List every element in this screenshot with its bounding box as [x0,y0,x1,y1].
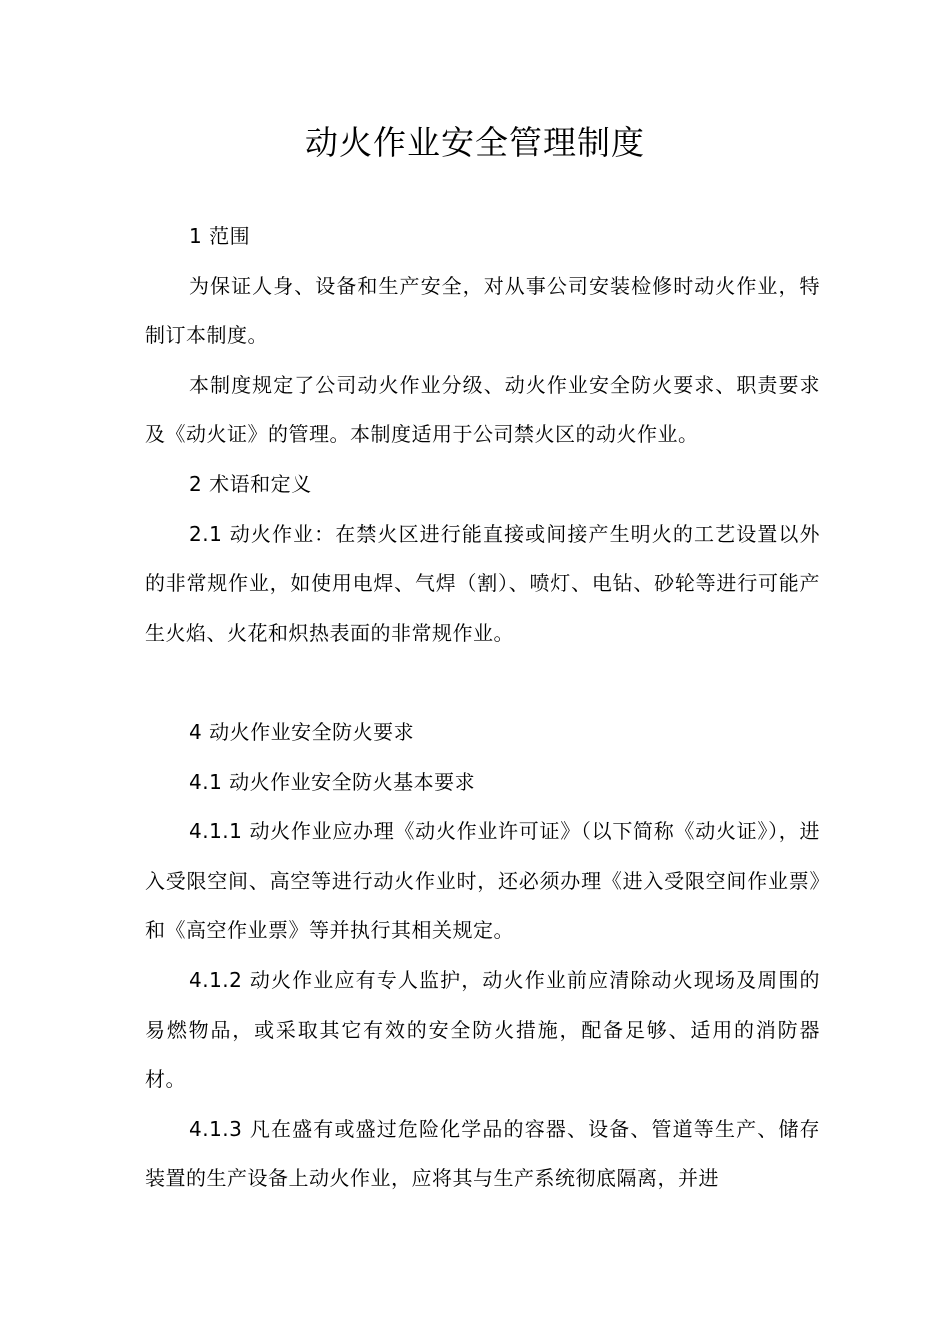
section-heading-terms: 2 术语和定义 [189,471,312,496]
document-body [145,212,820,1204]
paragraph-applicability: 本制度规定了公司动火作业分级、动火作业安全防火要求、职责要求及《动火证》的管理。本制度适用于公司禁火区的动火作业。 [145,372,820,447]
subsection-heading-4-1: 4.1 动火作业安全防火基本要求 [189,769,476,794]
section-heading-requirements: 4 动火作业安全防火要求 [189,719,415,744]
document-title: 动火作业安全管理制度 [305,123,645,162]
blank-line [145,658,820,708]
paragraph-definition-2-1: 2.1 动火作业：在禁火区进行能直接或间接产生明火的工艺设置以外的非常规作业，如使用电焊、气焊（割）、喷灯、电钻、砂轮等进行可能产生火焰、火花和炽热表面的非常规作业。 [145,521,820,645]
paragraph-4-1-2: 4.1.2 动火作业应有专人监护，动火作业前应清除动火现场及周围的易燃物品，或采取其它有效的安全防火措施，配备足够、适用的消防器材。 [145,967,820,1092]
section-heading-scope: 1 范围 [189,224,251,248]
paragraph-purpose: 为保证人身、设备和生产安全，对从事公司安装检修时动火作业，特制订本制度。 [145,273,820,348]
paragraph-4-1-3: 4.1.3 凡在盛有或盛过危险化学品的容器、设备、管道等生产、储存装置的生产设备上动火作业，应将其与生产系统彻底隔离，并进 [145,1116,820,1191]
paragraph-4-1-1: 4.1.1 动火作业应办理《动火作业许可证》（以下简称《动火证》），进入受限空间、高空等进行动火作业时，还必须办理《进入受限空间作业票》和《高空作业票》等并执行其相关规定。 [145,819,820,943]
